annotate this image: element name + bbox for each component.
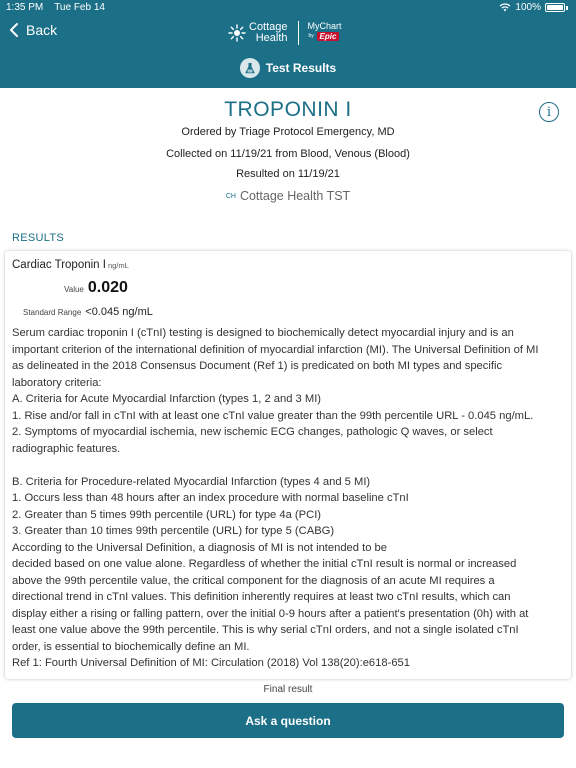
- app-header: [0, 0, 576, 88]
- comment-line: According to the Universal Definition, a diagnosis of MI is not intended to be: [12, 541, 387, 554]
- result-value-row: [64, 279, 128, 297]
- back-button[interactable]: [8, 22, 57, 38]
- status-time-date: [6, 2, 105, 13]
- comment-line: least one value above the 99th percentile. This is why serial cTnI orders, and not a single isolated cTnI: [12, 624, 519, 636]
- mychart-by: by: [308, 33, 314, 39]
- comment-line: 2. Symptoms of myocardial ischemia, new ischemic ECG changes, pathologic Q waves, or select: [12, 426, 493, 438]
- battery-tip: [566, 6, 568, 10]
- cottage-line1: Cottage: [249, 21, 288, 33]
- cottage-line2: Health: [255, 32, 288, 44]
- component-name: [12, 259, 129, 271]
- organization: [0, 189, 576, 203]
- ordered-by: Ordered by Triage Protocol Emergency, MD: [181, 126, 395, 138]
- chevron-left-icon: [8, 22, 20, 38]
- ask-question-button[interactable]: Ask a question: [12, 703, 564, 738]
- test-results-icon: [240, 58, 260, 78]
- comment-line: 2. Greater than 5 times 99th percentile (URL) for type 4a (PCI): [12, 508, 322, 521]
- status-time: 1:35 PM: [6, 2, 44, 13]
- comment-line: 1. Occurs less than 48 hours after an index procedure with normal baseline cTnI: [12, 492, 409, 504]
- back-label: Back: [26, 22, 58, 38]
- collected-on: Collected on 11/19/21 from Blood, Venous (Blood): [166, 148, 410, 160]
- comment-line: directional trend in cTnI values. This definition inherently requires at least two cTnI results, which can: [12, 591, 511, 603]
- epic-badge: Epic: [317, 32, 340, 41]
- status-bar: [0, 0, 576, 16]
- resulted-on: Resulted on 11/19/21: [236, 168, 340, 180]
- organization-logo-icon: CH: [225, 192, 236, 200]
- result-value: 0.020: [87, 279, 128, 296]
- logo-divider: [298, 21, 299, 45]
- comment-line: 1. Rise and/or fall in cTnI with at least one cTnI value greater than the 99th percentile URL - 0.045 ng/mL.: [12, 409, 534, 422]
- final-result-status: Final result: [263, 684, 313, 695]
- test-title: TROPONIN I: [224, 98, 352, 121]
- info-icon[interactable]: i: [539, 102, 559, 122]
- status-indicators: [499, 2, 568, 13]
- value-label: Value: [64, 285, 84, 294]
- wifi-icon: [499, 3, 511, 12]
- comment-line: radiographic features.: [12, 442, 121, 455]
- standard-range-row: [23, 306, 153, 318]
- component-label: Cardiac Troponin I: [12, 259, 106, 271]
- comment-line: B. Criteria for Procedure-related Myocardial Infarction (types 4 and 5 MI): [12, 475, 371, 488]
- status-date: Tue Feb 14: [54, 2, 105, 13]
- organization-name: Cottage Health TST: [239, 189, 351, 203]
- battery-percent: 100%: [515, 2, 541, 13]
- result-card: [5, 251, 571, 679]
- comment-line: display either a rising or falling pattern, over the initial 0-9 hours after a patient's presentation (0h) with at: [12, 607, 529, 620]
- result-comment: [12, 325, 567, 672]
- comment-line: laboratory criteria:: [12, 376, 102, 389]
- comment-line: [12, 457, 567, 474]
- comment-line: Serum cardiac troponin I (cTnI) testing is designed to biochemically detect myocardial injury and is an: [12, 327, 514, 339]
- comment-line: Ref 1: Fourth Universal Definition of MI: Circulation (2018) Vol 138(20):e618-651: [12, 657, 410, 669]
- component-unit: ng/mL: [107, 261, 129, 270]
- brand-logos: [228, 20, 347, 46]
- comment-line: important criterion of the international definition of myocardial infarction (MI). The Universal Definition of MI: [12, 343, 539, 356]
- standard-range-label: Standard Range: [23, 308, 82, 317]
- results-section-label: RESULTS: [12, 232, 65, 244]
- comment-line: above the 99th percentile value, the critical component for the diagnosis of an acute MI requires a: [12, 574, 495, 587]
- cottage-wordmark: [249, 22, 288, 44]
- comment-line: as delineated in the 2018 Consensus Document (Ref 1) is predicated on both MI types and specific: [12, 360, 503, 372]
- standard-range-value: <0.045 ng/mL: [85, 306, 153, 318]
- battery-icon: [545, 3, 565, 12]
- comment-line: decided based on one value alone. Regardless of whether the initial cTnI result is normal or increased: [12, 558, 517, 570]
- comment-line: order, is essential to biochemically define an MI.: [12, 640, 250, 653]
- mychart-epic-logo: [307, 21, 347, 45]
- cottage-sunburst-icon: [228, 24, 246, 42]
- flask-icon: [244, 62, 256, 74]
- comment-line: A. Criteria for Acute Myocardial Infarction (types 1, 2 and 3 MI): [12, 393, 322, 405]
- page-title-text: Test Results: [265, 61, 337, 75]
- comment-line: 3. Greater than 10 times 99th percentile (URL) for type 5 (CABG): [12, 525, 335, 537]
- page-title: [0, 58, 576, 78]
- cottage-health-logo: [228, 22, 288, 44]
- mychart-wordmark: MyChart: [307, 21, 342, 31]
